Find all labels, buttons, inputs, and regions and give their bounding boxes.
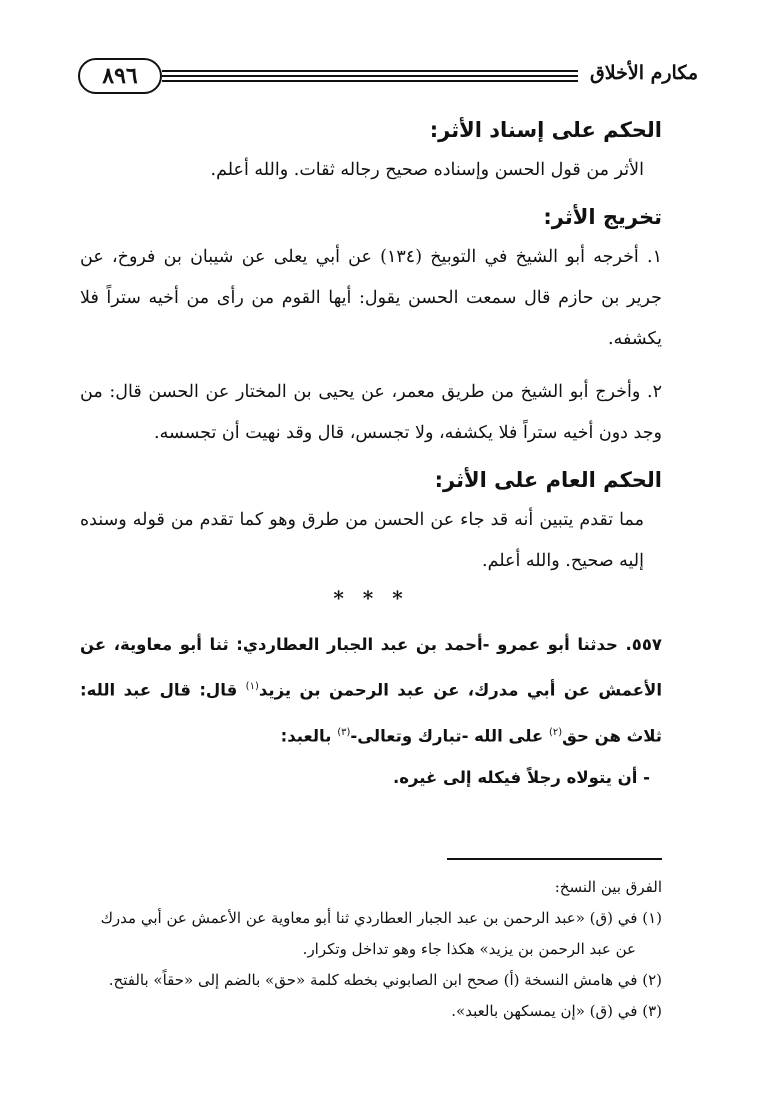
- hadith-text-2: قال: قال عبد الله: ثلاث هن حق: [80, 680, 662, 745]
- header-rule: [162, 70, 578, 82]
- section-separator: * * *: [333, 586, 409, 610]
- takhrij-heading: تخريج الأثر:: [543, 205, 662, 229]
- hadith-bullet: - أن يتولاه رجلاً فيكله إلى غيره.: [393, 768, 650, 787]
- footnote-ref-1: (١): [245, 681, 259, 692]
- takhrij-item-1: ١. أخرجه أبو الشيخ في التوبيخ (١٣٤) عن أبي يعلى عن شيبان بن فروخ، عن جرير بن حازم قال سمعت الحسن يقول: أيها القوم من رأى من أخيه ستراً فلا يكشفه.: [80, 247, 662, 349]
- footnote-2: (٢) في هامش النسخة (أ) صحح ابن الصابوني بخطه كلمة «حق» بالضم إلى «حقاً» بالفتح.: [108, 971, 662, 989]
- general-ruling-text: مما تقدم يتبين أنه قد جاء عن الحسن من طرق وهو كما تقدم من قوله وسنده إليه صحيح. والله أعلم.: [80, 510, 644, 571]
- hadith-text-3: على الله -تبارك وتعالى-: [350, 726, 549, 745]
- hadith-text-1: ٥٥٧. حدثنا أبو عمرو -أحمد بن عبد الجبار العطاردي: ثنا أبو معاوية، عن الأعمش عن أبي مدرك، عن عبد الرحمن بن يزيد: [80, 635, 662, 700]
- general-ruling-heading: الحكم العام على الأثر:: [434, 468, 662, 492]
- footnote-3: (٣) في (ق) «إن يمسكهن بالعبد».: [451, 1002, 662, 1020]
- takhrij-item-2: ٢. وأخرج أبو الشيخ من طريق معمر، عن يحيى بن المختار عن الحسن قال: من وجد دون أخيه ستراً فلا يكشفه، ولا تجسس، قال وقد نهيت أن تجسسه.: [80, 382, 662, 443]
- footnote-rule: [447, 858, 662, 860]
- footnotes: [80, 872, 662, 1027]
- isnad-ruling-heading: الحكم على إسناد الأثر:: [429, 118, 662, 142]
- footnote-1: (١) في (ق) «عبد الرحمن بن عبد الجبار العطاردي ثنا أبو معاوية عن الأعمش عن أبي مدرك: [100, 909, 662, 927]
- page-number: ٨٩٦: [78, 58, 162, 94]
- hadith-text-4: بالعبد:: [280, 726, 338, 745]
- footnotes-title: الفرق بين النسخ:: [554, 878, 662, 896]
- isnad-ruling-text: الأثر من قول الحسن وإسناده صحيح رجاله ثقات. والله أعلم.: [210, 160, 644, 180]
- main-content: [80, 110, 662, 799]
- footnote-ref-3: (٣): [337, 726, 351, 738]
- hadith-557: [80, 624, 662, 757]
- footnote-ref-2: (٢): [548, 726, 563, 738]
- running-header: [78, 58, 698, 98]
- book-title: مكارم الأخلاق: [590, 62, 698, 84]
- footnote-1-continued: عن عبد الرحمن بن يزيد» هكذا جاء وهو تداخل وتكرار.: [302, 940, 636, 958]
